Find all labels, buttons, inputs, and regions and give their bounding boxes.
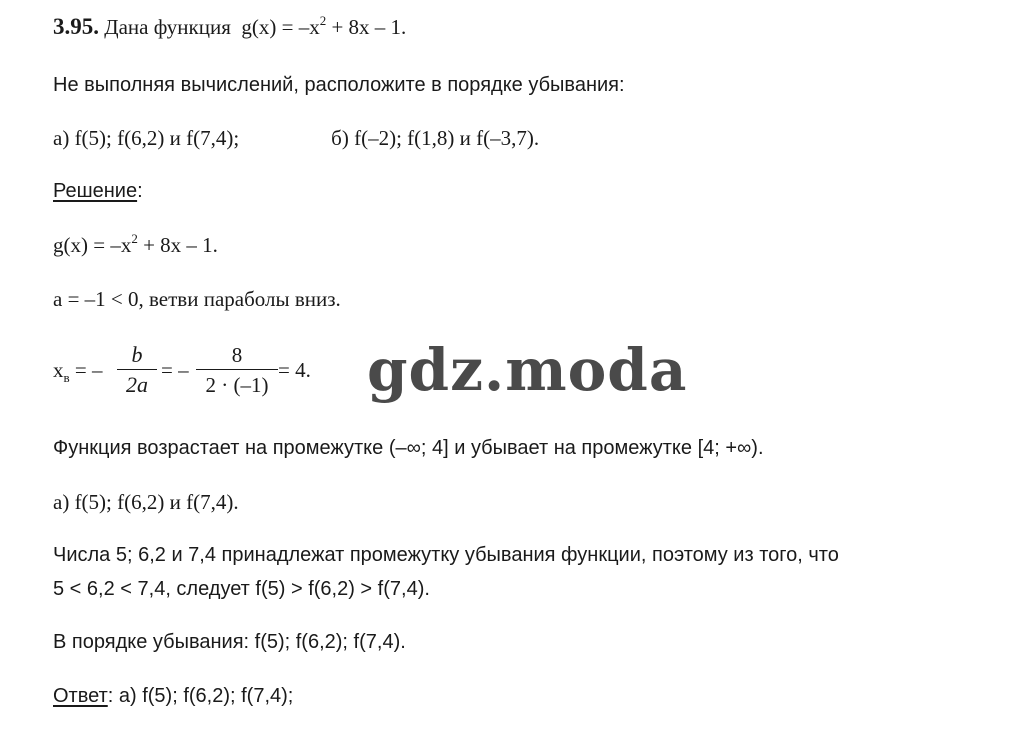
- answer-label: Ответ: [53, 685, 108, 707]
- problem-header: [53, 14, 406, 40]
- solution-branch: a = –1 < 0, ветви параболы вниз.: [53, 287, 341, 311]
- reason-line-2: 5 < 6,2 < 7,4, следует f(5) > f(6,2) > f(7,4).: [53, 578, 430, 600]
- reason-line-1: Числа 5; 6,2 и 7,4 принадлежат промежутку убывания функции, поэтому из того, что: [53, 544, 839, 566]
- problem-intro: Дана функция: [104, 15, 231, 39]
- problem-number: 3.95.: [53, 14, 99, 39]
- problem-task: Не выполняя вычислений, расположите в порядке убывания:: [53, 74, 625, 96]
- solution-part-a: а) f(5); f(6,2) и f(7,4).: [53, 490, 239, 514]
- monotonic-statement: Функция возрастает на промежутке (–∞; 4] и убывает на промежутке [4; +∞).: [53, 437, 764, 459]
- problem-parts: [53, 125, 539, 151]
- fraction-8-over-minus2: 8 2 · (–1): [196, 342, 278, 398]
- order-statement: В порядке убывания: f(5); f(6,2); f(7,4).: [53, 631, 406, 653]
- solution-heading: Решение:: [53, 180, 143, 202]
- fraction-b-over-2a: b 2a: [117, 342, 157, 398]
- watermark-logo: gdz.moda: [367, 336, 688, 404]
- answer: [53, 683, 293, 709]
- vertex-eq2: = –: [161, 358, 189, 382]
- answer-value: : а) f(5); f(6,2); f(7,4);: [107, 685, 294, 707]
- solution-function: $g(x) = -x^2 + 8x - 1$.: [53, 231, 218, 257]
- problem-function: $g(x) = -x^2 + 8x - 1$.: [241, 13, 407, 39]
- vertex-result: = 4.: [278, 358, 311, 382]
- problem-part-a: а) f(5); f(6,2) и f(7,4);: [53, 126, 240, 150]
- vertex-label: $x_в$ = –: [53, 358, 103, 386]
- problem-part-b: б) f(–2); f(1,8) и f(–3,7).: [331, 126, 540, 150]
